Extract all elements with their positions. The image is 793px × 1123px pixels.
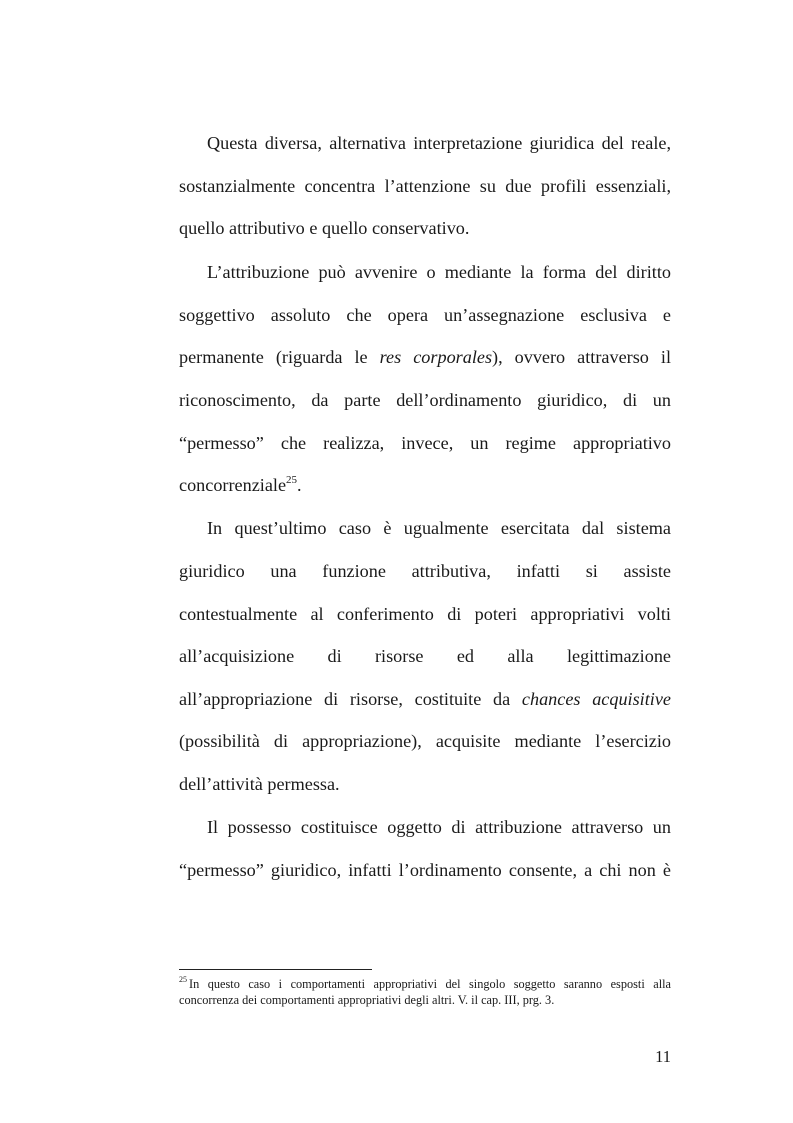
footnote <box>179 976 671 1008</box>
paragraph-3-line-6: (possibilità di appropriazione), acquisite mediante l’esercizio <box>179 731 671 751</box>
paragraph-3-line-2: giuridico una funzione attributiva, infatti si assiste <box>179 561 671 581</box>
text-segment: concorrenziale <box>179 475 287 495</box>
italic-term: chances acquisitive <box>521 689 671 709</box>
paragraph-2-line-4: riconoscimento, da parte dell’ordinamento giuridico, di un <box>179 390 671 410</box>
paragraph-4-line-1: Il possesso costituisce oggetto di attribuzione attraverso un <box>207 817 671 837</box>
footnote-separator <box>179 969 372 970</box>
paragraph-4-line-2: “permesso” giuridico, infatti l’ordinamento consente, a chi non è <box>179 860 671 880</box>
text-segment: permanente (riguarda le <box>179 347 380 367</box>
paragraph-3-line-1: In quest’ultimo caso è ugualmente esercitata dal sistema <box>207 518 671 538</box>
footnote-reference[interactable]: 25 <box>286 473 298 486</box>
paragraph-3-line-3: contestualmente al conferimento di poteri appropriativi volti <box>179 604 671 624</box>
italic-term: res corporales <box>379 347 493 367</box>
paragraph-2-line-3 <box>179 346 671 368</box>
paragraph-3-line-7: dell’attività permessa. <box>179 774 340 794</box>
paragraph-2-line-1: L’attribuzione può avvenire o mediante la forma del diritto <box>207 262 671 282</box>
paragraph-2-line-5: “permesso” che realizza, invece, un regime appropriativo <box>179 433 671 453</box>
paragraph-3-line-4: all’acquisizione di risorse ed alla legittimazione <box>179 646 671 666</box>
text-segment: . <box>297 475 302 495</box>
paragraph-2-line-6 <box>179 474 671 496</box>
paragraph-1-line-3: quello attributivo e quello conservativo. <box>179 218 470 238</box>
paragraph-1-line-2: sostanzialmente concentra l’attenzione su due profili essenziali, <box>179 176 671 196</box>
text-segment: ), ovvero attraverso il <box>492 347 671 367</box>
footnote-number: 25 <box>179 974 187 984</box>
footnote-text: In questo caso i comportamenti appropriativi del singolo soggetto saranno esposti alla concorrenza dei comportamenti appropriativi degli altri. V. il cap. III, prg. 3. <box>179 977 671 1007</box>
text-segment: all’appropriazione di risorse, costituite da <box>179 689 522 709</box>
paragraph-1-line-1: Questa diversa, alternativa interpretazione giuridica del reale, <box>207 133 671 153</box>
paragraph-3-line-5 <box>179 688 671 710</box>
paragraph-2-line-2: soggettivo assoluto che opera un’assegnazione esclusiva e <box>179 305 671 325</box>
page-number: 11 <box>655 1047 671 1066</box>
